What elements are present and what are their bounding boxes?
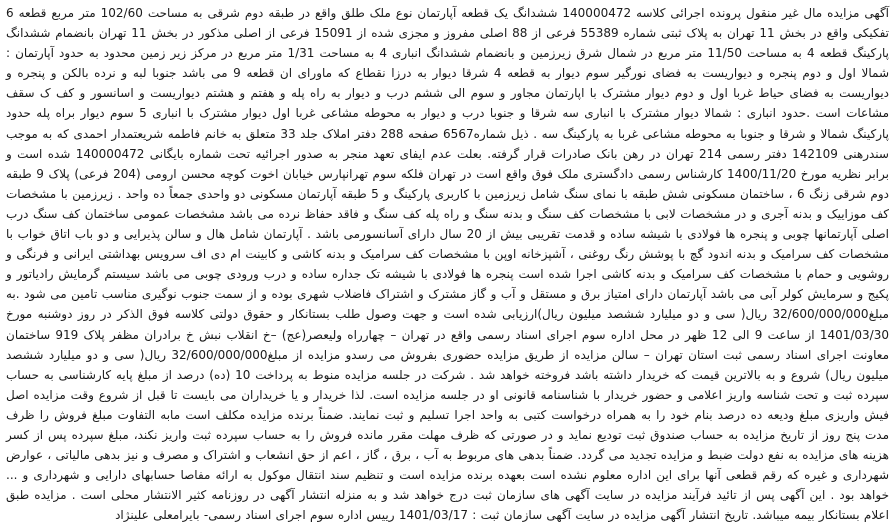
- notice-body-text: آگهی مزایده مال غیر منقول پرونده اجرائی کلاسه 140000472 ششدانگ یک قطعه آپارتمان نوع ملک طلق واقع در طبقه دوم شرقی به مساحت 102/60 متر مربع قطعه 6 تفکیکی واقع در بخش 11 تهران به پلاک ثبتی شماره 55389 فرعی از 88 اصلی مفروز و مجزی شده از 15091 فرعی از اصلی مذکور در بخش 11 تهران بانضمام ششدانگ پارکینگ قطعه 4 به مساحت 11/50 متر مربع در شمال شرق زیرزمین و بانضمام ششدانگ انباری 4 به مساحت 1/31 متر مربع در مرکز زیر زمین محدود به حدود آپارتمان : شمالا اول و دوم پنجره و دیواریست به فضای نورگیر سوم دیوار به قطعه 4 شرقا دیوار به درزا نقطاع که ماورای ان قطعه 9 می باشد جنوبا لبه و نرده بالکن و پنجره و دیواریست به فضای حیاط غربا اول و دوم دیوار مشترک با اپارتمان مجاور و سوم الی ششم درب و دیوار به راه پله و هفتم و هشتم دیواریست و اسانسور و کف ک سقف مشاعات است .حدود انباری : شمالا دیوار مشترک با انباری سه شرقا و جنوبا درب و دیوار به محوطه مشاعی غربا اول دیوار مشترک با انباری 5 سوم دیوار براه پله حدود پارکینگ شمالا و شرقا و جنوبا به محوطه مشاعی غربا به پارکینگ سه . ذیل شماره6567 صفحه 288 دفتر املاک جلد 33 متعلق به خانم فاطمه شریعتمدار احمدی که به موجب سندرهنی 142109 دفتر رسمی 214 تهران در رهن بانک صادرات قرار گرفته. بعلت عدم ایفای تعهد منجر به صدور اجرائیه تحت شماره بایگانی 140000472 شده است و برابر نظریه مورخ 1400/11/20 کارشناس رسمی دادگستری ملک فوق واقع است در تهران فلکه سوم تهرانپارس خیابان اخوت کوچه محسن ارومی (204 فرعی) پلاک 9 طبقه دوم شرقی زنگ 6 ، ساختمان مسکونی شش طبقه با نمای سنگ شامل زیرزمین با کاربری پارکینگ و 5 طبقه آپارتمان مسکونی دو واحدی جمعاً ده واحد . زیرزمین با مشخصات کف موزاییک و بدنه آجری و در مشخصات لابی با مشخصات کف سنگ و بدنه سنگ و راه پله کف سنگ و فاقد حفاظ نرده می باشد مشخصات عمومی ساختمان کف سنگ درب اصلی آپارتمانها چوبی و پنجره ها فولادی با شیشه ساده و قدمت تقریبی بیش از 20 سال دارای آسانسورمی باشد . آپارتمان شامل هال و سالن پذیرایی و دو باب اتاق خواب با مشخصات کف سرامیک و بدنه اندود گچ با پوشش رنگ روغنی ، آشپزخانه اوپن با مشخصات کف سرامیک و بدنه کاشی و کابینت ام دی اف سرویس بهداشتی ایرانی و فرنگی و روشویی و حمام با مشخصات کف سرامیک و بدنه کاشی اجرا شده است پنجره ها فولادی با شیشه تک جداره ساده و درب ورودی چوبی می باشد سیستم گرمایش رادیاتور و پکیج و سرمایش کولر آبی می باشد آپارتمان دارای امتیاز برق و مستقل و آب و گاز مشترک و اشتراک فاضلاب شهری بوده و از سمت جنوب نوگیری مناسب تامین می شود .به مبلغ32/600/000/000 ریال( سی و دو میلیارد ششصد میلیون ریال)ارزیابی شده است و جهت وصول طلب بستانکار و حقوق دولتی کلاسه فوق الذکر در روز دوشنبه مورخ 1401/03/30 از ساعت 9 الی 12 ظهر در محل اداره سوم اجرای اسناد رسمی واقع در تهران – چهارراه ولیعصر(عج) –خ انقلاب نبش خ برادران مظفر پلاک 919 ساختمان معاونت اجرای اسناد رسمی ثبت استان تهران – سالن مزایده از طریق مزایده حضوری بفروش می رسدو مزایده از مبلغ32/600/000/000 ریال( سی و دو میلیارد ششصد میلیون ریال) شروع و به بالاترین قیمت که خریدار داشته باشد فروخته خواهد شد . شرکت در جلسه مزایده منوط به پرداخت 10 (ده) درصد از مبلغ پایه کارشناسی به حساب سپرده ثبت و تحت شناسه واریز اعلامی و حضور خریدار با شناسنامه قانونی او در جلسه مزایده است. لذا خریدار و یا خریداران می بایست تا قبل از شروع وقت مزایده اصل فیش واریزی مبلغ ودیعه ده درصد بنام خود را به همراه درخواست کتبی به واحد اجرا تسلیم و ثبت نمایند. ضمناً برنده مزایده مکلف است مابه التفاوت مبلغ فروش را ظرف مدت پنج روز از تاریخ مزایده به حساب صندوق ثبت تودیع نماید و در صورتی که ظرف مهلت مقرر مانده فروش را به حساب سپرده ثبت واریز نکند، مبلغ سپرده پس از کسر هزینه های مزایده به نفع دولت ضبط و مزایده تجدید می گردد. ضمناً بدهی های مربوط به آب ، برق ، گاز ، اعم از حق انشعاب و اشتراک و مصرف و نیز بدهی مالیاتی ، عوارض شهرداری و غیره که رقم قطعی آنها برای این اداره معلوم نشده است بعهده برنده مزایده است و تنظیم سند انتقال موکول به ارائه مفاصا حسابهای دارایی و شهرداری و ... خواهد بود . این آگهی پس از تائید فرآیند مزایده در سایت آگهی های سازمان ثبت درج خواهد شد و به منزله انتشار آگهی در روزنامه کثیر الانتشار محلی است . مزایده طبق اعلام بستانکار بیمه میباشد. تاریخ انتشار آگهی مزایده در سایت آگهی سازمان ثبت : 1401/03/17 رییس اداره سوم اجرای اسناد رسمی- بایرامعلی علینژاد: [6, 6, 890, 523]
